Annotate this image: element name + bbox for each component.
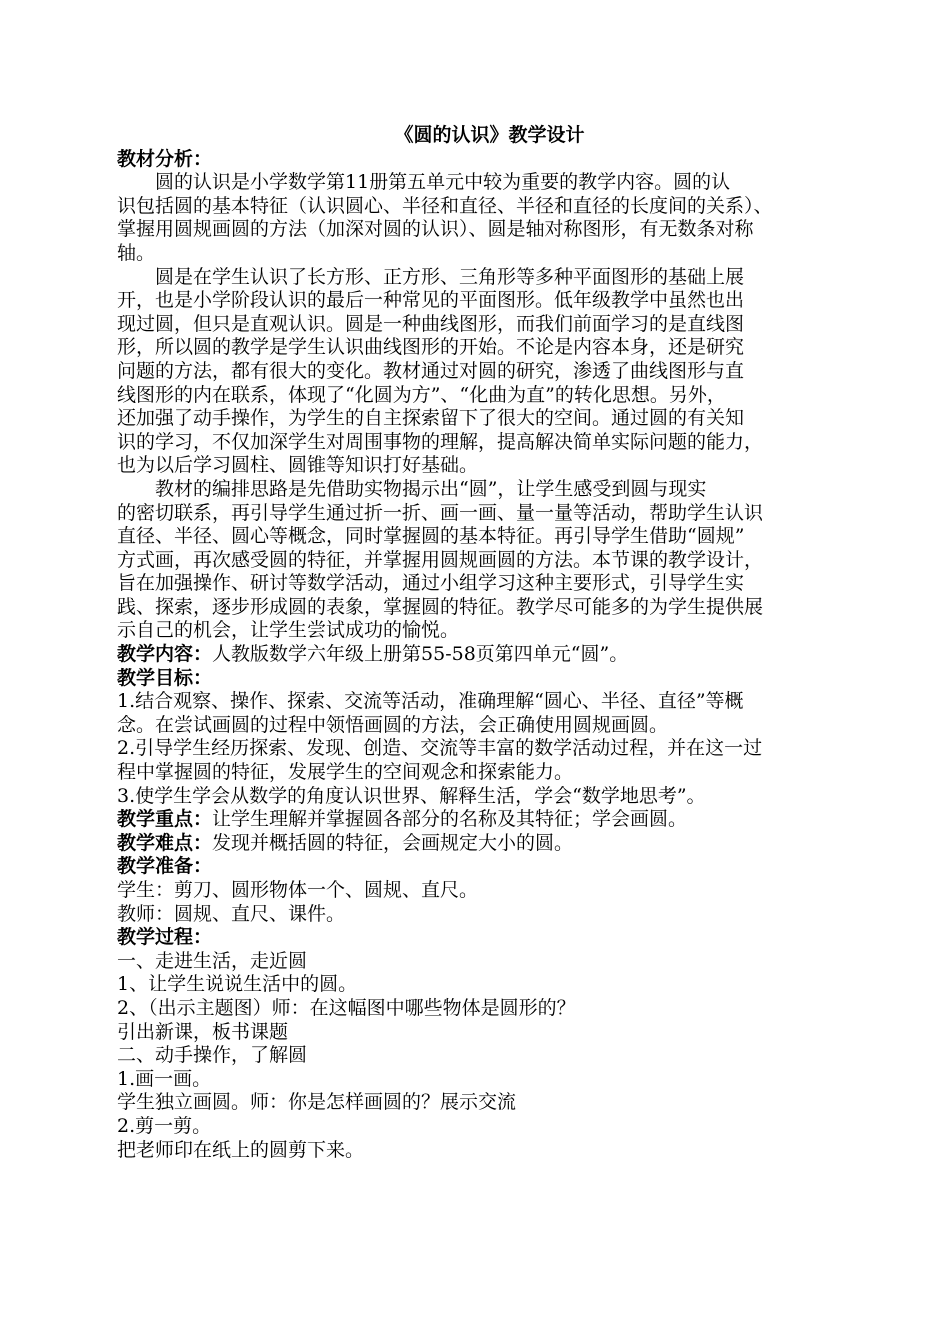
difficulty bbox=[117, 832, 842, 856]
goal-line: 程中掌握圆的特征，发展学生的空间观念和探索能力。 bbox=[117, 761, 574, 784]
text-line: 问题的方法，都有很大的变化。教材通过对圆的研究，渗透了曲线图形与直 bbox=[117, 359, 745, 382]
difficulty-text: 发现并概括圆的特征，会画规定大小的圆。 bbox=[212, 831, 574, 854]
text-line: 开，也是小学阶段认识的最后一种常见的平面图形。低年级教学中虽然也出 bbox=[117, 289, 745, 312]
analysis-paragraph-3 bbox=[117, 478, 842, 643]
document-title: 《圆的认识》教学设计 bbox=[394, 124, 585, 146]
difficulty-label: 教学难点： bbox=[117, 831, 213, 854]
text-line: 直径、半径、圆心等概念，同时掌握圆的基本特征。再引导学生借助“圆规” bbox=[117, 525, 745, 548]
goal-line: 2.引导学生经历探索、发现、创造、交流等丰富的数学活动过程，并在这一过 bbox=[117, 737, 763, 760]
goals-list bbox=[117, 690, 842, 808]
text-line: 旨在加强操作、研讨等数学活动，通过小组学习这种主要形式，引导学生实 bbox=[117, 572, 745, 595]
goal-line: 1.结合观察、操作、探索、交流等活动，准确理解“圆心、半径、直径”等概 bbox=[117, 690, 744, 713]
analysis-heading: 教材分析： bbox=[117, 147, 213, 170]
goal-line: 念。在尝试画圆的过程中领悟画圆的方法，会正确使用圆规画圆。 bbox=[117, 713, 669, 736]
text-line: 也为以后学习圆柱、圆锥等知识打好基础。 bbox=[117, 454, 479, 477]
analysis-paragraph-1 bbox=[117, 171, 842, 265]
process-heading: 教学过程： bbox=[117, 926, 213, 949]
text-line: 线图形的内在联系，体现了“化圆为方”、“化曲为直”的转化思想。另外， bbox=[117, 383, 726, 406]
prep-student: 学生：剪刀、圆形物体一个、圆规、直尺。 bbox=[117, 879, 479, 901]
text-line: 示自己的机会，让学生尝试成功的愉悦。 bbox=[117, 619, 460, 642]
text-line: 轴。 bbox=[117, 241, 156, 264]
process-line: 1、让学生说说生活中的圆。 bbox=[117, 973, 358, 996]
process-line: 2.剪一剪。 bbox=[117, 1114, 212, 1137]
analysis-paragraph-2 bbox=[117, 266, 842, 478]
key-point bbox=[117, 808, 842, 832]
goals-heading: 教学目标： bbox=[117, 666, 213, 689]
text-line: 圆是在学生认识了长方形、正方形、三角形等多种平面图形的基础上展 bbox=[155, 265, 745, 288]
process-line: 把老师印在纸上的圆剪下来。 bbox=[117, 1138, 365, 1161]
prep-teacher: 教师：圆规、直尺、课件。 bbox=[117, 902, 346, 925]
text-line: 形，所以圆的教学是学生认识曲线图形的开始。不论是内容本身，还是研究 bbox=[117, 336, 745, 359]
key-point-text: 让学生理解并掌握圆各部分的名称及其特征；学会画圆。 bbox=[212, 808, 688, 831]
text-line: 现过圆，但只是直观认识。圆是一种曲线图形，而我们前面学习的是直线图 bbox=[117, 312, 745, 335]
process-line: 2、（出示主题图）师：在这幅图中哪些物体是圆形的？ bbox=[117, 996, 576, 1019]
process-line: 1.画一画。 bbox=[117, 1067, 212, 1090]
text-line: 还加强了动手操作，为学生的自主探索留下了很大的空间。通过圆的有关知 bbox=[117, 407, 745, 430]
text-line: 践、探索，逐步形成圆的表象，掌握圆的特征。教学尽可能多的为学生提供展 bbox=[117, 595, 764, 618]
text-line: 识的学习，不仅加深学生对周围事物的理解，提高解决简单实际问题的能力， bbox=[117, 430, 764, 453]
text-line: 方式画，再次感受圆的特征，并掌握用圆规画圆的方法。本节课的教学设计， bbox=[117, 548, 764, 571]
document-page bbox=[117, 124, 842, 1162]
text-line: 掌握用圆规画圆的方法（加深对圆的认识）、圆是轴对称图形，有无数条对称 bbox=[117, 218, 754, 241]
text-line: 识包括圆的基本特征（认识圆心、半径和直径、半径和直径的长度间的关系）、 bbox=[117, 194, 773, 217]
key-point-label: 教学重点： bbox=[117, 808, 213, 831]
text-line: 的密切联系，再引导学生通过折一折、画一画、量一量等活动，帮助学生认识 bbox=[117, 501, 764, 524]
text-line: 圆的认识是小学数学第11册第五单元中较为重要的教学内容。圆的认 bbox=[155, 171, 731, 194]
teaching-content-label: 教学内容： bbox=[117, 643, 213, 666]
process-line: 学生独立画圆。师：你是怎样画圆的？展示交流 bbox=[117, 1091, 517, 1114]
teaching-content-text: 人教版数学六年级上册第55-58页第四单元“圆”。 bbox=[212, 643, 629, 666]
text-line: 教材的编排思路是先借助实物揭示出“圆”，让学生感受到圆与现实 bbox=[155, 477, 707, 500]
process-line: 引出新课，板书课题 bbox=[117, 1020, 289, 1043]
process-list bbox=[117, 950, 842, 1162]
process-line: 二、动手操作，了解圆 bbox=[117, 1044, 308, 1067]
process-line: 一、走进生活，走近圆 bbox=[117, 949, 308, 972]
teaching-content bbox=[117, 643, 842, 667]
goal-line: 3.使学生学会从数学的角度认识世界、解释生活，学会“数学地思考”。 bbox=[117, 784, 706, 807]
prep-heading: 教学准备： bbox=[117, 855, 213, 878]
